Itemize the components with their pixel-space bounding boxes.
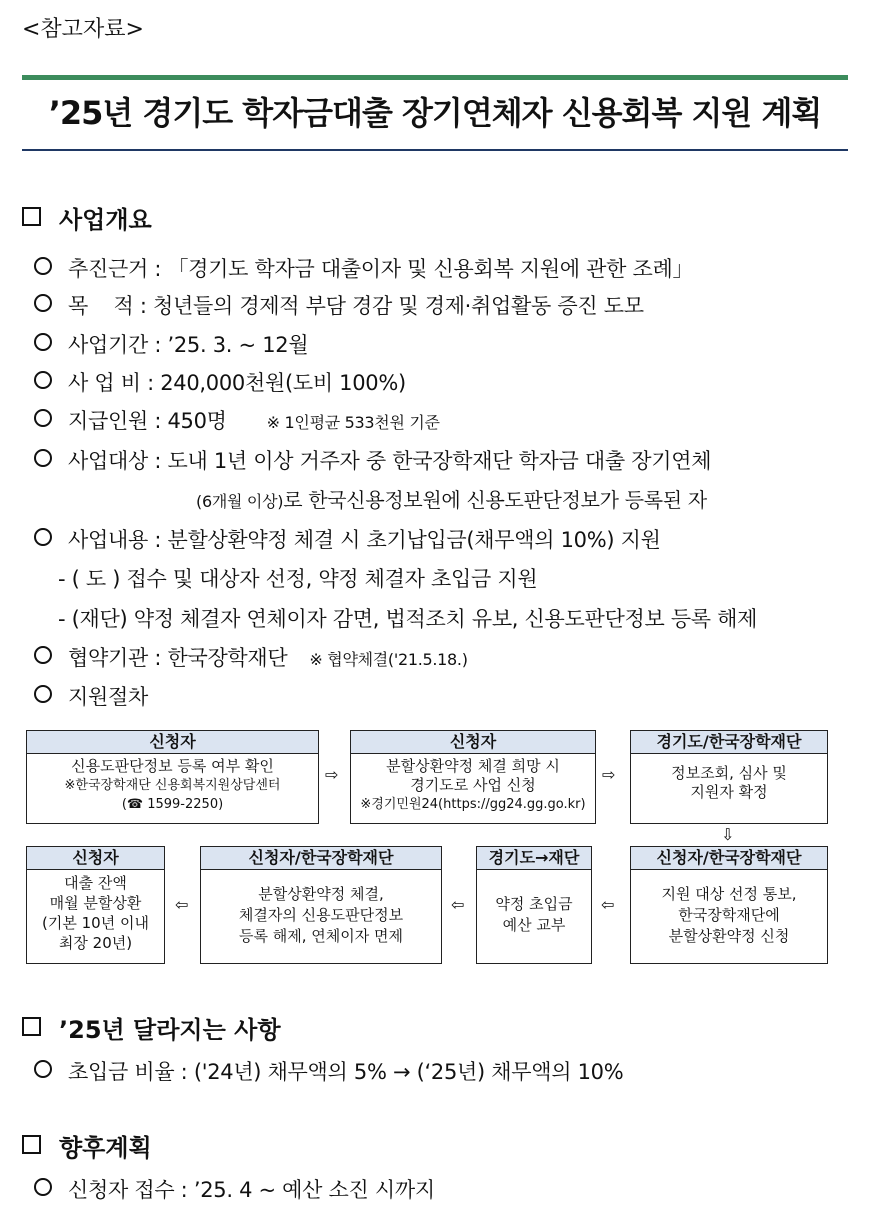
item-procedure: 지원절차 bbox=[34, 681, 148, 711]
section-heading: 향후계획 bbox=[59, 1134, 152, 1162]
circle-bullet-icon bbox=[34, 257, 52, 275]
item-people: 지급인원 : 450명 ※ 1인평균 533천원 기준 bbox=[34, 405, 440, 435]
circle-bullet-icon bbox=[34, 371, 52, 389]
section-changes bbox=[22, 1010, 281, 1045]
circle-bullet-icon bbox=[34, 333, 52, 351]
title-divider bbox=[22, 149, 848, 151]
circle-bullet-icon bbox=[34, 685, 52, 703]
item-purpose: 목 적 : 청년들의 경제적 부담 경감 및 경제·취업활동 증진 도모 bbox=[34, 290, 644, 320]
flow-box-agreement: 신청자/한국장학재단 분할상환약정 체결, 체결자의 신용도판단정보 등록 해제, 연체이자 면제 bbox=[200, 846, 442, 964]
flow-box-check-registration: 신청자 신용도판단정보 등록 여부 확인 ※한국장학재단 신용회복지원상담센터 (☎ 1599-2250) bbox=[26, 730, 319, 824]
top-divider bbox=[22, 75, 848, 80]
flow-box-repayment: 신청자 대출 잔액 매월 분할상환 (기본 10년 이내 최장 20년) bbox=[26, 846, 165, 964]
item-period: 사업기간 : ’25. 3. ~ 12월 bbox=[34, 329, 308, 359]
flow-box-notify: 신청자/한국장학재단 지원 대상 선정 통보, 한국장학재단에 분할상환약정 신청 bbox=[630, 846, 828, 964]
flow-box-apply: 신청자 분할상환약정 체결 희망 시 경기도로 사업 신청 ※경기민원24(https://gg24.gg.go.kr) bbox=[350, 730, 596, 824]
arrow-left-icon: ⇦ bbox=[451, 895, 465, 914]
section-overview bbox=[22, 200, 152, 235]
section-plan bbox=[22, 1128, 152, 1163]
flow-box-header: 신청자 bbox=[27, 731, 318, 754]
circle-bullet-icon bbox=[34, 409, 52, 427]
flow-box-header: 경기도/한국장학재단 bbox=[631, 731, 827, 754]
arrow-left-icon: ⇦ bbox=[601, 895, 615, 914]
item-basis: 추진근거 : 「경기도 학자금 대출이자 및 신용회복 지원에 관한 조례」 bbox=[34, 253, 693, 283]
item-budget: 사 업 비 : 240,000천원(도비 100%) bbox=[34, 367, 406, 397]
section-heading: 사업개요 bbox=[59, 206, 152, 234]
document-title: ’25년 경기도 학자금대출 장기연체자 신용회복 지원 계획 bbox=[48, 94, 822, 132]
circle-bullet-icon bbox=[34, 646, 52, 664]
flow-box-review: 경기도/한국장학재단 정보조회, 심사 및 지원자 확정 bbox=[630, 730, 828, 824]
item-partner: 협약기관 : 한국장학재단 ※ 협약체결('21.5.18.) bbox=[34, 642, 468, 672]
flow-box-header: 신청자 bbox=[27, 847, 164, 870]
flow-box-budget: 경기도→재단 약정 초입금 예산 교부 bbox=[476, 846, 592, 964]
target-continuation: (6개월 이상)로 한국신용정보원에 신용도판단정보가 등록된 자 bbox=[196, 488, 707, 512]
content-sub-foundation: - (재단) 약정 체결자 연체이자 감면, 법적조치 유보, 신용도판단정보 등록 해제 bbox=[58, 607, 758, 631]
people-note: ※ 1인평균 533천원 기준 bbox=[266, 413, 440, 432]
flow-box-header: 신청자/한국장학재단 bbox=[201, 847, 441, 870]
circle-bullet-icon bbox=[34, 449, 52, 467]
item-target: 사업대상 : 도내 1년 이상 거주자 중 한국장학재단 학자금 대출 장기연체 bbox=[34, 445, 711, 475]
flow-box-header: 신청자 bbox=[351, 731, 595, 754]
circle-bullet-icon bbox=[34, 1060, 52, 1078]
square-bullet-icon bbox=[22, 207, 41, 226]
arrow-right-icon: ⇨ bbox=[325, 765, 339, 784]
section-heading: ’25년 달라지는 사항 bbox=[59, 1016, 281, 1044]
arrow-down-icon: ⇩ bbox=[721, 825, 735, 844]
flow-box-header: 경기도→재단 bbox=[477, 847, 591, 870]
item-rate: 초입금 비율 : ('24년) 채무액의 5% → (‘25년) 채무액의 10% bbox=[34, 1056, 623, 1086]
circle-bullet-icon bbox=[34, 528, 52, 546]
content-sub-province: - ( 도 ) 접수 및 대상자 선정, 약정 체결자 초입금 지원 bbox=[58, 567, 538, 591]
square-bullet-icon bbox=[22, 1135, 41, 1154]
arrow-right-icon: ⇨ bbox=[602, 765, 616, 784]
item-reception: 신청자 접수 : ’25. 4 ~ 예산 소진 시까지 bbox=[34, 1174, 435, 1204]
flow-box-header: 신청자/한국장학재단 bbox=[631, 847, 827, 870]
square-bullet-icon bbox=[22, 1017, 41, 1036]
circle-bullet-icon bbox=[34, 294, 52, 312]
item-content: 사업내용 : 분할상환약정 체결 시 초기납입금(채무액의 10%) 지원 bbox=[34, 524, 661, 554]
reference-label: <참고자료> bbox=[22, 17, 144, 42]
circle-bullet-icon bbox=[34, 1178, 52, 1196]
arrow-left-icon: ⇦ bbox=[175, 895, 189, 914]
partner-note: ※ 협약체결('21.5.18.) bbox=[309, 650, 468, 669]
